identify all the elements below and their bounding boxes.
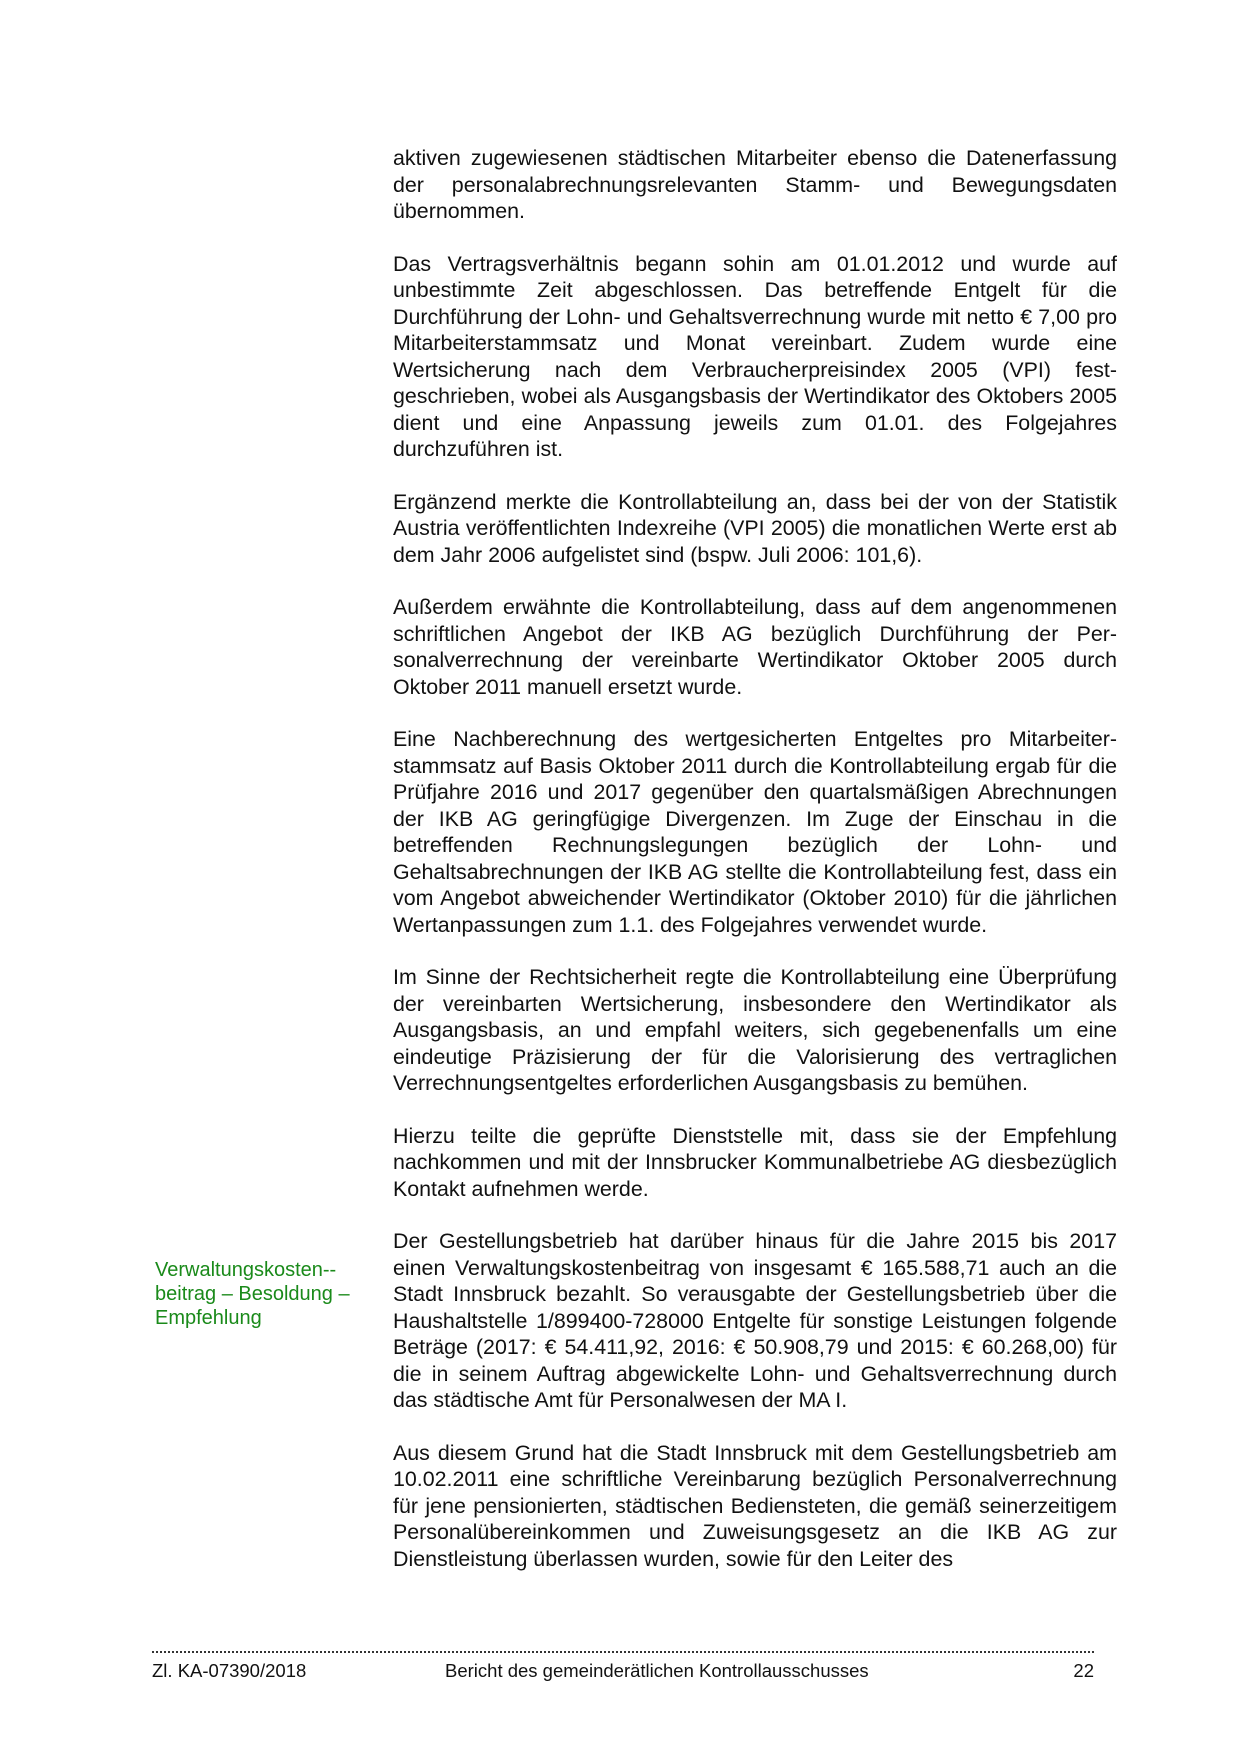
footer-divider — [152, 1651, 1094, 1653]
paragraph: Das Vertragsverhältnis begann sohin am 01.01.2012 und wurde auf unbestimmte Zeit abgeschlossen. Das betreffende Entgelt für die Durchführung der Lohn- und Gehaltsverrechnung wurde mit netto € 7,00 pro Mitarbeiterstammsatz und Monat vereinbart. Zudem wurde eine Wertsicherung nach dem Verbraucherpreisindex 2005 (VPI) festgeschrieben, wobei als Ausgangsbasis der Wertindikator des Oktobers 2005 dient und eine Anpassung jeweils zum 01.01. des Folgejahres durchzuführen ist. — [393, 251, 1117, 461]
body-text — [393, 145, 1117, 1598]
footer-reference: Zl. KA-07390/2018 — [152, 1660, 307, 1681]
page-number: 22 — [1073, 1660, 1094, 1681]
margin-note-heading: Verwaltungskosten-beitrag – Besoldung – Empfehlung — [155, 1259, 350, 1329]
paragraph: Der Gestellungsbetrieb hat darüber hinaus für die Jahre 2015 bis 2017 einen Verwaltungskostenbeitrag von insgesamt € 165.588,71 auch an die Stadt Innsbruck bezahlt. So verausgabte der Gestellungsbetrieb über die Haushaltstelle 1/899400-728000 Entgelte für sonstige Leistungen folgende Beträge (2017: € 54.411,92, 2016: € 50.908,79 und 2015: € 60.268,00) für die in seinem Auftrag abgewickelte Lohn- und Gehaltsverrechnung durch das städtische Amt für Personalwesen der MA I. — [393, 1229, 1117, 1412]
paragraph: Hierzu teilte die geprüfte Dienststelle mit, dass sie der Empfehlung nachkommen und mit der Innsbrucker Kommunalbetriebe AG diesbezüglich Kontakt aufnehmen werde. — [393, 1123, 1117, 1201]
footer-title: Bericht des gemeinderätlichen Kontrollausschusses — [445, 1660, 869, 1681]
paragraph: aktiven zugewiesenen städtischen Mitarbeiter ebenso die Datenerfassung der personalabrechnungsrelevanten Stamm- und Bewegungsdaten übernommen. — [393, 146, 1117, 223]
paragraph: Aus diesem Grund hat die Stadt Innsbruck mit dem Gestellungsbetrieb am 10.02.2011 eine schriftliche Vereinbarung bezüglich Personalverrechnung für jene pensionierten, städtischen Bediensteten, die gemäß seinerzeitigem Personalübereinkommen und Zuweisungsgesetz an die IKB AG zur Dienstleistung überlassen wurden, sowie für den Leiter des — [393, 1440, 1117, 1571]
paragraph: Eine Nachberechnung des wertgesicherten Entgeltes pro Mitarbeiterstammsatz auf Basis Oktober 2011 durch die Kontrollabteilung ergab für die Prüfjahre 2016 und 2017 gegenüber den quartalsmäßigen Abrechnungen der IKB AG geringfügige Divergenzen. Im Zuge der Einschau in die betreffenden Rechnungslegungen bezüglich der Lohn- und Gehaltsabrechnungen der IKB AG stellte die Kontrollabteilung fest, dass ein vom Angebot abweichender Wertindikator (Oktober 2010) für die jährlichen Wertanpassungen zum 1.1. des Folgejahres verwendet wurde. — [393, 727, 1117, 937]
paragraph: Außerdem erwähnte die Kontrollabteilung, dass auf dem angenommenen schriftlichen Angebot der IKB AG bezüglich Durchführung der Personalverrechnung der vereinbarte Wertindikator Oktober 2005 durch Oktober 2011 manuell ersetzt wurde. — [393, 595, 1117, 699]
paragraph: Ergänzend merkte die Kontrollabteilung an, dass bei der von der Statistik Austria veröffentlichten Indexreihe (VPI 2005) die monatlichen Werte erst ab dem Jahr 2006 aufgelistet sind (bspw. Juli 2006: 101,6). — [393, 489, 1117, 567]
paragraph: Im Sinne der Rechtsicherheit regte die Kontrollabteilung eine Überprüfung der vereinbarten Wertsicherung, insbesondere den Wertindikator als Ausgangsbasis, an und empfahl weiters, sich gegebenenfalls um eine eindeutige Präzisierung der für die Valorisierung des vertraglichen Verrechnungsentgeltes erforderlichen Ausgangsbasis zu bemühen. — [393, 965, 1117, 1095]
